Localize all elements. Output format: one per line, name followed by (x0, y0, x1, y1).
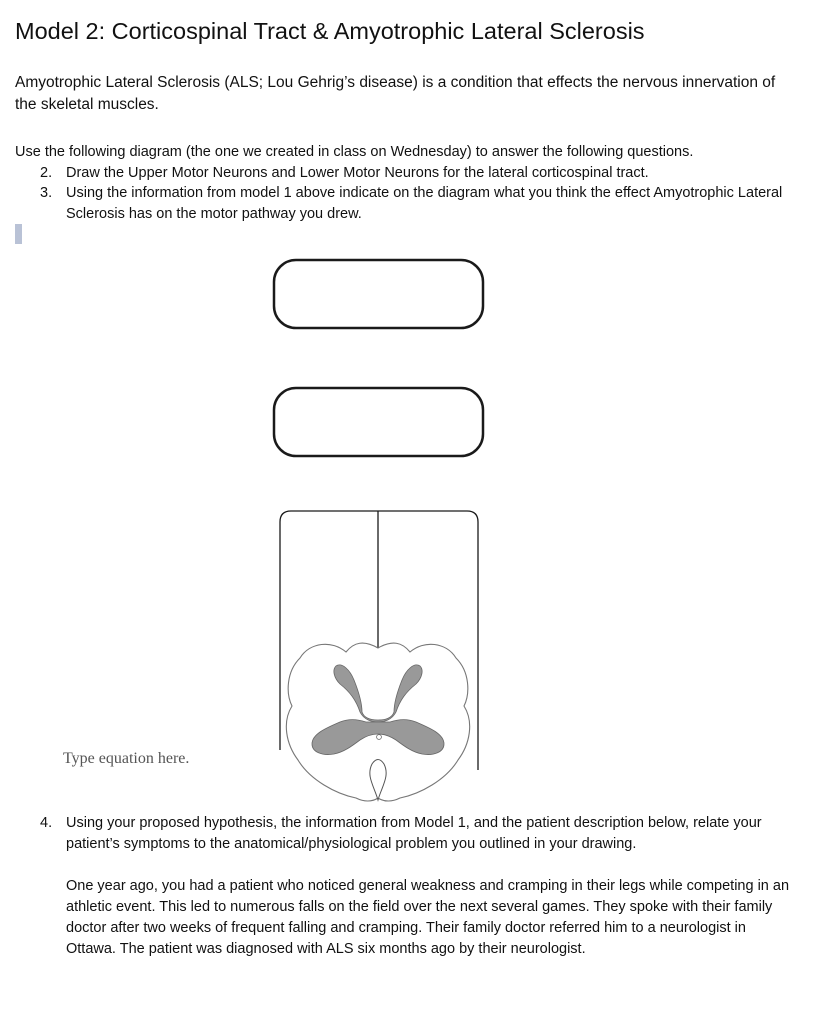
equation-placeholder[interactable]: Type equation here. (63, 750, 190, 767)
patient-case-description: One year ago, you had a patient who noticed general weakness and cramping in their legs while competing in an athletic event. This led to numerous falls on the field over the next several games. They spoke with their family doctor after two weeks of frequent falling and cramping. Their family doctor referred him to a neurologist in Ottawa. The patient was diagnosed with ALS six months ago by their neurologist. (66, 878, 790, 957)
question-4 (15, 813, 805, 855)
question-4-block (15, 813, 805, 855)
instructions-text: Use the following diagram (the one we created in class on Wednesday) to answer the following questions. (15, 144, 694, 160)
middle-region-box[interactable] (274, 388, 483, 456)
intro-paragraph: Amyotrophic Lateral Sclerosis (ALS; Lou Gehrig’s disease) is a condition that effects the nervous innervation of the skeletal muscles. (15, 74, 776, 113)
question-number: 4. (40, 815, 53, 831)
page-title: Model 2: Corticospinal Tract & Amyotrophic Lateral Sclerosis (15, 18, 645, 44)
central-canal (377, 735, 382, 740)
question-number: 3. (40, 185, 53, 201)
question-text: Using your proposed hypothesis, the information from Model 1, and the patient description below, relate your patient’s symptoms to the anatomical/physiological problem you outlined in your drawing. (66, 815, 762, 852)
question-text: Draw the Upper Motor Neurons and Lower Motor Neurons for the lateral corticospinal tract. (66, 164, 649, 181)
upper-region-box[interactable] (274, 260, 483, 328)
question-text: Using the information from model 1 above indicate on the diagram what you think the effect Amyotrophic Lateral Sclerosis has on the motor pathway you drew. (66, 185, 783, 222)
question-number: 2. (40, 164, 53, 181)
